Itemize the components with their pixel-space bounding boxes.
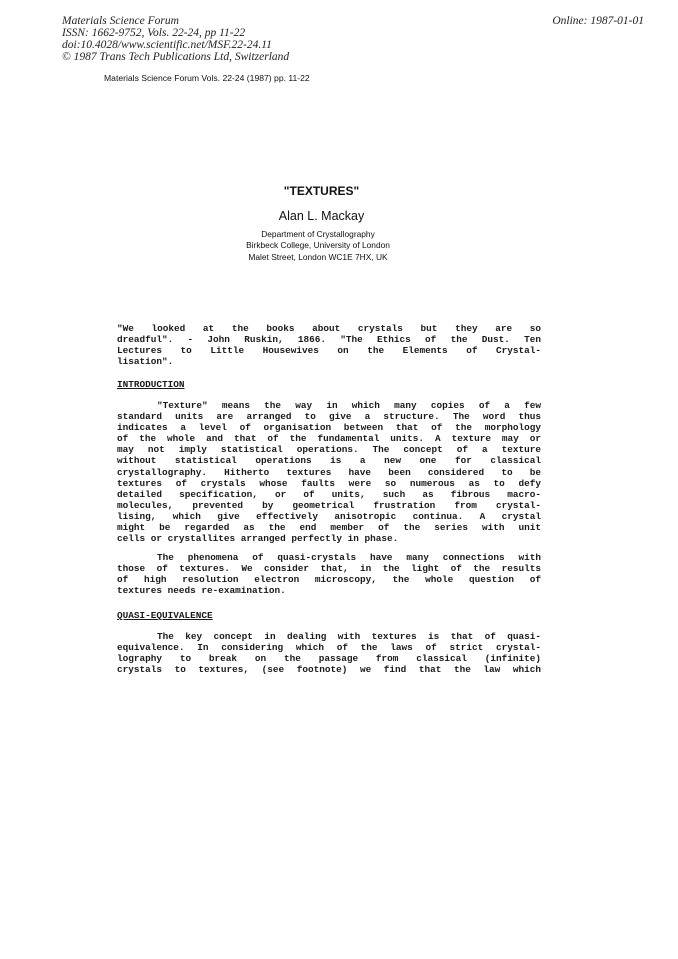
paragraph-line: detailed specification, or of units, such as fibrous macro- [117,488,541,500]
epigraph-line: lisation". [117,356,174,368]
online-date: Online: 1987-01-01 [552,15,644,27]
paragraph-line: crystallography. Hitherto textures have been considered to be [117,466,541,478]
doi-line: doi:10.4028/www.scientific.net/MSF.22-24.11 [62,39,272,51]
citation-metadata [62,15,289,63]
paragraph-line: may not imply statistical operations. The concept of a texture [117,444,541,456]
paragraph-line: of the whole and that of the fundamental units. A texture may or [117,433,541,445]
paragraph-line: of high resolution electron microscopy, the whole question of [117,574,541,586]
affiliation-institution: Birkbeck College, University of London [246,240,390,251]
paragraph-line: might be regarded as the end member of the series with unit [117,522,541,534]
paragraph-line: molecules, prevented by geometrical frustration from crystal- [117,499,541,511]
paragraph-line: lography to break on the passage from classical (infinite) [117,653,541,665]
paragraph-line: crystals to textures, (see footnote) we find that the law which [117,664,541,676]
paragraph-line: those of textures. We consider that, in the light of the results [117,563,541,575]
section-heading-introduction: INTRODUCTION [117,379,185,390]
affiliation-department: Department of Crystallography [261,229,375,239]
affiliation-address: Malet Street, London WC1E 7HX, UK [248,251,388,262]
epigraph-line: "We looked at the books about crystals but they are so [117,323,541,334]
introduction-paragraph-2 [117,552,541,596]
running-head: Materials Science Forum Vols. 22-24 (1987) pp. 11-22 [104,73,310,83]
paragraph-line: The phenomena of quasi-crystals have many connections with [157,552,541,563]
paragraph-line: The key concept in dealing with textures is that of quasi- [157,631,541,642]
epigraph [117,323,541,367]
quasi-equivalence-paragraph-1 [117,631,541,675]
paragraph-line: standard units are arranged to give a structure. The word thus [117,411,541,423]
affiliation [0,229,636,263]
paragraph-line: indicates a level of organisation between that of the morphology [117,422,541,434]
paragraph-line: textures needs re-examination. [117,585,286,597]
paragraph-line: "Texture" means the way in which many copies of a few [157,400,541,411]
paragraph-line: lising, which give effectively anisotropic continua. A crystal [117,510,541,522]
journal-name: Materials Science Forum [62,15,179,27]
paragraph-line: cells or crystallites arranged perfectly in phase. [117,533,399,545]
epigraph-line: Lectures to Little Housewives on the Elements of Crystal- [117,345,541,357]
epigraph-line: dreadful". - John Ruskin, 1866. "The Ethics of the Dust. Ten [117,334,541,346]
issn-line: ISSN: 1662-9752, Vols. 22-24, pp 11-22 [62,27,246,39]
paragraph-line: equivalence. In considering which of the laws of strict crystal- [117,642,541,654]
author-name: Alan L. Mackay [278,209,365,223]
paragraph-line: textures of crystals whose faults were so numerous as to defy [117,477,541,489]
introduction-paragraph-1 [117,400,541,544]
paragraph-line: without statistical operations is a new one for classical [117,455,541,467]
paper-title: "TEXTURES" [283,184,360,198]
copyright-line: © 1987 Trans Tech Publications Ltd, Switzerland [62,51,290,63]
section-heading-quasi-equivalence: QUASI-EQUIVALENCE [117,610,213,621]
